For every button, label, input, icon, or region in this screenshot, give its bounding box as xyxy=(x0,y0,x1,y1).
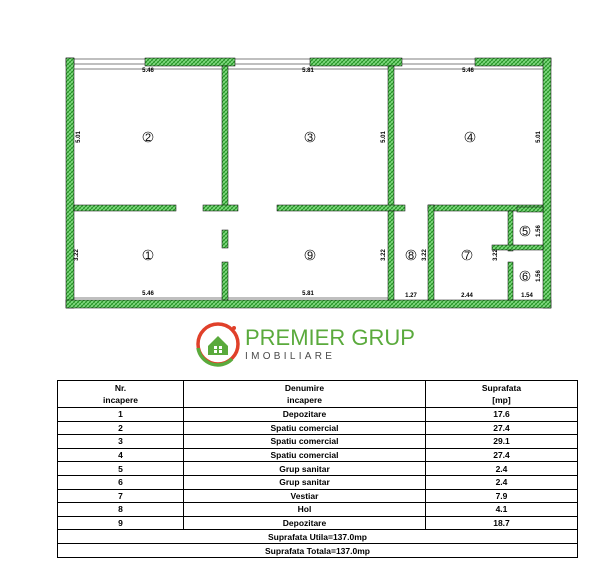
total-useful: Suprafata Utila=137.0mp xyxy=(58,530,578,544)
dim-mid-lower: 3.22 xyxy=(381,249,387,261)
logo-subtitle: IMOBILIARE xyxy=(245,351,336,362)
total-overall-row xyxy=(58,544,578,558)
table-row: 8 Hol 4.1 xyxy=(58,503,578,517)
room-label-2: 2 xyxy=(144,132,152,144)
table-row: 1 Depozitare 17.6 xyxy=(58,408,578,422)
room-table xyxy=(57,380,577,558)
dim-bottom-mid: 5.81 xyxy=(302,291,314,297)
total-useful-row xyxy=(58,530,578,544)
dimension-lines xyxy=(74,69,543,298)
room-label-4: 4 xyxy=(466,132,474,144)
dim-top-right: 5.46 xyxy=(462,68,474,74)
dim-wc-top: 1.56 xyxy=(536,225,542,237)
table-row: 7 Vestiar 7.9 xyxy=(58,489,578,503)
room-label-3: 3 xyxy=(306,132,314,144)
room-label-1: 1 xyxy=(144,250,152,262)
dim-left-lower: 3.22 xyxy=(74,249,80,261)
dim-vestiar-right: 3.22 xyxy=(493,249,499,261)
room-label-8: 8 xyxy=(407,250,415,262)
windows xyxy=(74,59,475,64)
header-area: Suprafata [mp] xyxy=(426,381,578,408)
room-label-6: 6 xyxy=(521,271,529,283)
dim-bottom-vestiar: 2.44 xyxy=(461,293,473,299)
room-label-9: 9 xyxy=(306,250,314,262)
logo-title: PREMIER GRUP xyxy=(245,325,415,350)
dim-wc-bottom: 1.56 xyxy=(536,270,542,282)
dim-mid-upper: 5.01 xyxy=(381,131,387,143)
walls xyxy=(66,58,551,308)
table-row: 3 Spatiu comercial 29.1 xyxy=(58,435,578,449)
dim-top-left: 5.46 xyxy=(142,68,154,74)
header-name: Denumire incapere xyxy=(184,381,426,408)
room-label-7: 7 xyxy=(463,250,471,262)
dim-bottom-left: 5.46 xyxy=(142,291,154,297)
header-nr: Nr. incapere xyxy=(58,381,184,408)
table-row: 5 Grup sanitar 2.4 xyxy=(58,462,578,476)
table-row: 6 Grup sanitar 2.4 xyxy=(58,475,578,489)
dim-right-upper: 5.01 xyxy=(536,131,542,143)
total-overall: Suprafata Totala=137.0mp xyxy=(58,544,578,558)
dim-top-mid: 5.81 xyxy=(302,68,314,74)
dim-bottom-hall: 1.27 xyxy=(405,293,417,299)
table-row: 4 Spatiu comercial 27.4 xyxy=(58,448,578,462)
dim-bottom-wc: 1.54 xyxy=(521,293,533,299)
table-row: 2 Spatiu comercial 27.4 xyxy=(58,421,578,435)
table-header-row xyxy=(58,381,578,408)
room-label-5: 5 xyxy=(521,226,529,238)
table-row: 9 Depozitare 18.7 xyxy=(58,516,578,530)
dim-left-upper: 5.01 xyxy=(76,131,82,143)
dim-hall-lower: 3.22 xyxy=(422,249,428,261)
